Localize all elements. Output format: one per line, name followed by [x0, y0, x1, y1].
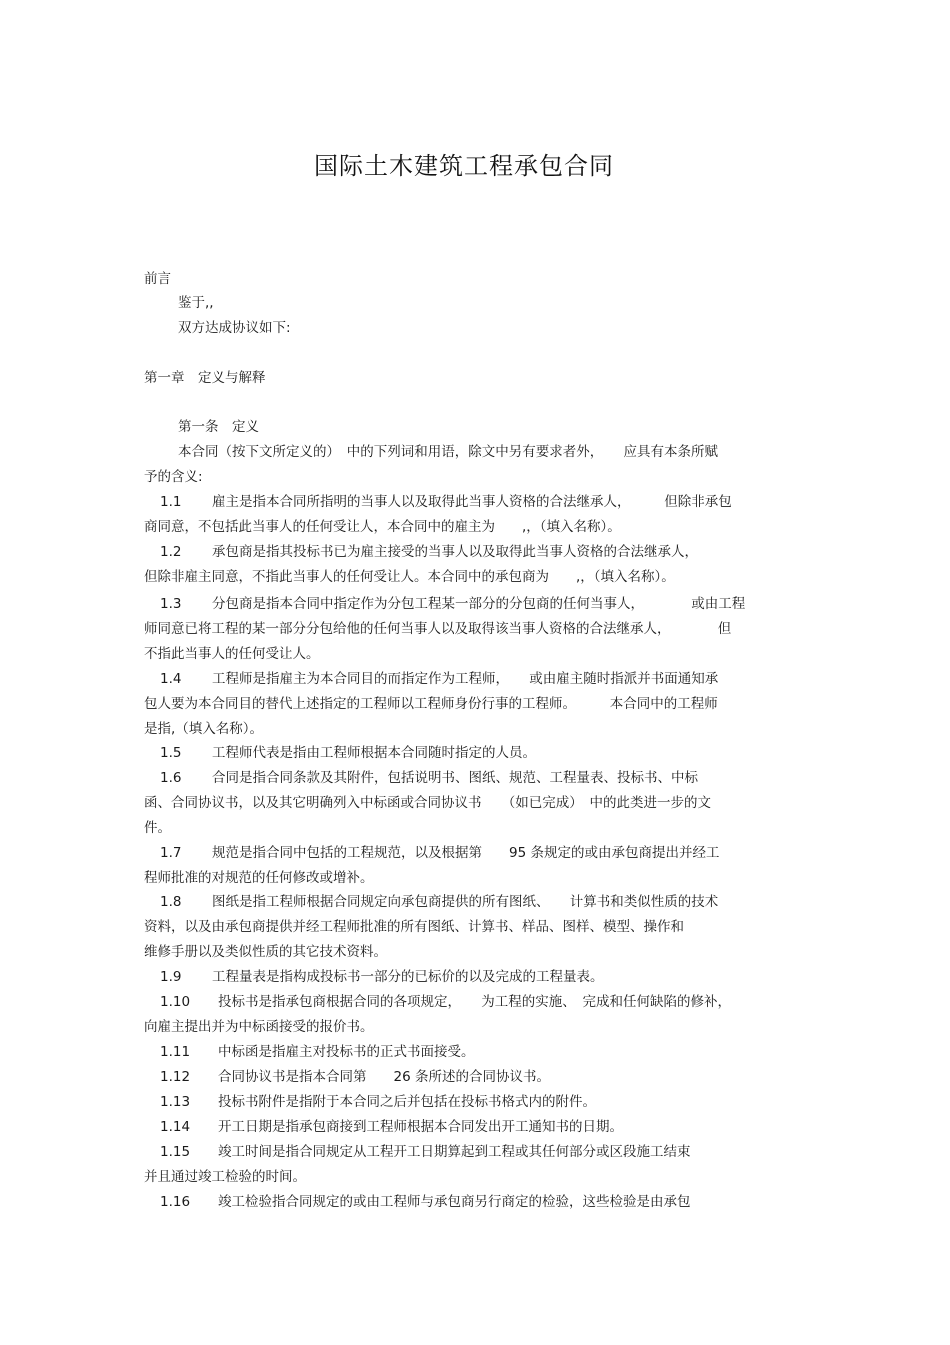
definition-number: 1.7: [160, 845, 182, 861]
preface-line: 双方达成协议如下:: [178, 320, 291, 336]
definition-text-line: 分包商是指本合同中指定作为分包工程某一部分的分包商的任何当事人， 或由工程: [212, 596, 746, 612]
definition-text-line: 承包商是指其投标书已为雇主接受的当事人以及取得此当事人资格的合法继承人，: [212, 544, 698, 560]
chapter-heading: 第一章 定义与解释: [144, 370, 266, 386]
definition-text-line: 投标书是指承包商根据合同的各项规定， 为工程的实施、 完成和任何缺陷的修补，: [218, 994, 731, 1010]
definition-text-line: 工程师是指雇主为本合同目的而指定作为工程师， 或由雇主随时指派并书面通知承: [212, 671, 719, 687]
definition-text-line: 向雇主提出并为中标函接受的报价书。: [144, 1019, 374, 1035]
definition-text-line: 不指此当事人的任何受让人。: [144, 646, 320, 662]
definition-text-line: 函、合同协议书，以及其它明确列入中标函或合同协议书 （如已完成） 中的此类进一步的文: [144, 795, 711, 811]
preface-heading: 前言: [144, 271, 171, 287]
definition-text-line: 但除非雇主同意，不指此当事人的任何受让人。本合同中的承包商为 ,，（填入名称）。: [144, 569, 675, 585]
definition-text-line: 竣工时间是指合同规定从工程开工日期算起到工程或其任何部分或区段施工结束: [218, 1144, 691, 1160]
definition-text-line: 竣工检验指合同规定的或由工程师与承包商另行商定的检验，这些检验是由承包: [218, 1194, 691, 1210]
definition-number: 1.11: [160, 1044, 191, 1060]
definition-number: 1.5: [160, 745, 182, 761]
definition-text-line: 商同意，不包括此当事人的任何受让人，本合同中的雇主为 ,，（填入名称）。: [144, 519, 621, 535]
document-title: 国际土木建筑工程承包合同: [314, 152, 614, 180]
definition-text-line: 是指,（填入名称）。: [144, 721, 264, 737]
definition-text-line: 投标书附件是指附于本合同之后并包括在投标书格式内的附件。: [218, 1094, 596, 1110]
definition-text-line: 并且通过竣工检验的时间。: [144, 1169, 306, 1185]
definition-number: 1.10: [160, 994, 191, 1010]
paragraph-line: 本合同（按下文所定义的） 中的下列词和用语，除文中另有要求者外， 应具有本条所赋: [178, 444, 718, 460]
article-heading: 第一条 定义: [178, 419, 259, 435]
definition-number: 1.2: [160, 544, 182, 560]
definition-text-line: 维修手册以及类似性质的其它技术资料。: [144, 944, 387, 960]
definition-text-line: 工程师代表是指由工程师根据本合同随时指定的人员。: [212, 745, 536, 761]
definition-text-line: 合同协议书是指本合同第 26 条所述的合同协议书。: [218, 1069, 550, 1085]
definition-text-line: 合同是指合同条款及其附件，包括说明书、图纸、规范、工程量表、投标书、中标: [212, 770, 698, 786]
definition-number: 1.14: [160, 1119, 191, 1135]
definition-number: 1.1: [160, 494, 182, 510]
definition-number: 1.13: [160, 1094, 191, 1110]
definition-text-line: 程师批准的对规范的任何修改或增补。: [144, 870, 374, 886]
definition-text-line: 资料，以及由承包商提供并经工程师批准的所有图纸、计算书、样品、图样、模型、操作和: [144, 919, 684, 935]
definition-text-line: 开工日期是指承包商接到工程师根据本合同发出开工通知书的日期。: [218, 1119, 623, 1135]
definition-text-line: 规范是指合同中包括的工程规范，以及根据第 95 条规定的或由承包商提出并经工: [212, 845, 720, 861]
paragraph-line: 予的含义:: [144, 469, 203, 485]
definition-number: 1.9: [160, 969, 182, 985]
definition-number: 1.16: [160, 1194, 191, 1210]
definition-text-line: 件。: [144, 820, 171, 836]
definition-text-line: 中标函是指雇主对投标书的正式书面接受。: [218, 1044, 475, 1060]
definition-text-line: 图纸是指工程师根据合同规定向承包商提供的所有图纸、 计算书和类似性质的技术: [212, 894, 719, 910]
definition-number: 1.4: [160, 671, 182, 687]
definition-text-line: 师同意已将工程的某一部分分包给他的任何当事人以及取得该当事人资格的合法继承人， 但: [144, 621, 732, 637]
definition-number: 1.12: [160, 1069, 191, 1085]
preface-line: 鉴于,,: [178, 295, 214, 311]
definition-text-line: 雇主是指本合同所指明的当事人以及取得此当事人资格的合法继承人， 但除非承包: [212, 494, 732, 510]
definition-number: 1.3: [160, 596, 182, 612]
definition-text-line: 包人要为本合同目的替代上述指定的工程师以工程师身份行事的工程师。 本合同中的工程师: [144, 696, 718, 712]
definition-number: 1.15: [160, 1144, 191, 1160]
definition-text-line: 工程量表是指构成投标书一部分的已标价的以及完成的工程量表。: [212, 969, 604, 985]
definition-number: 1.6: [160, 770, 182, 786]
definition-number: 1.8: [160, 894, 182, 910]
